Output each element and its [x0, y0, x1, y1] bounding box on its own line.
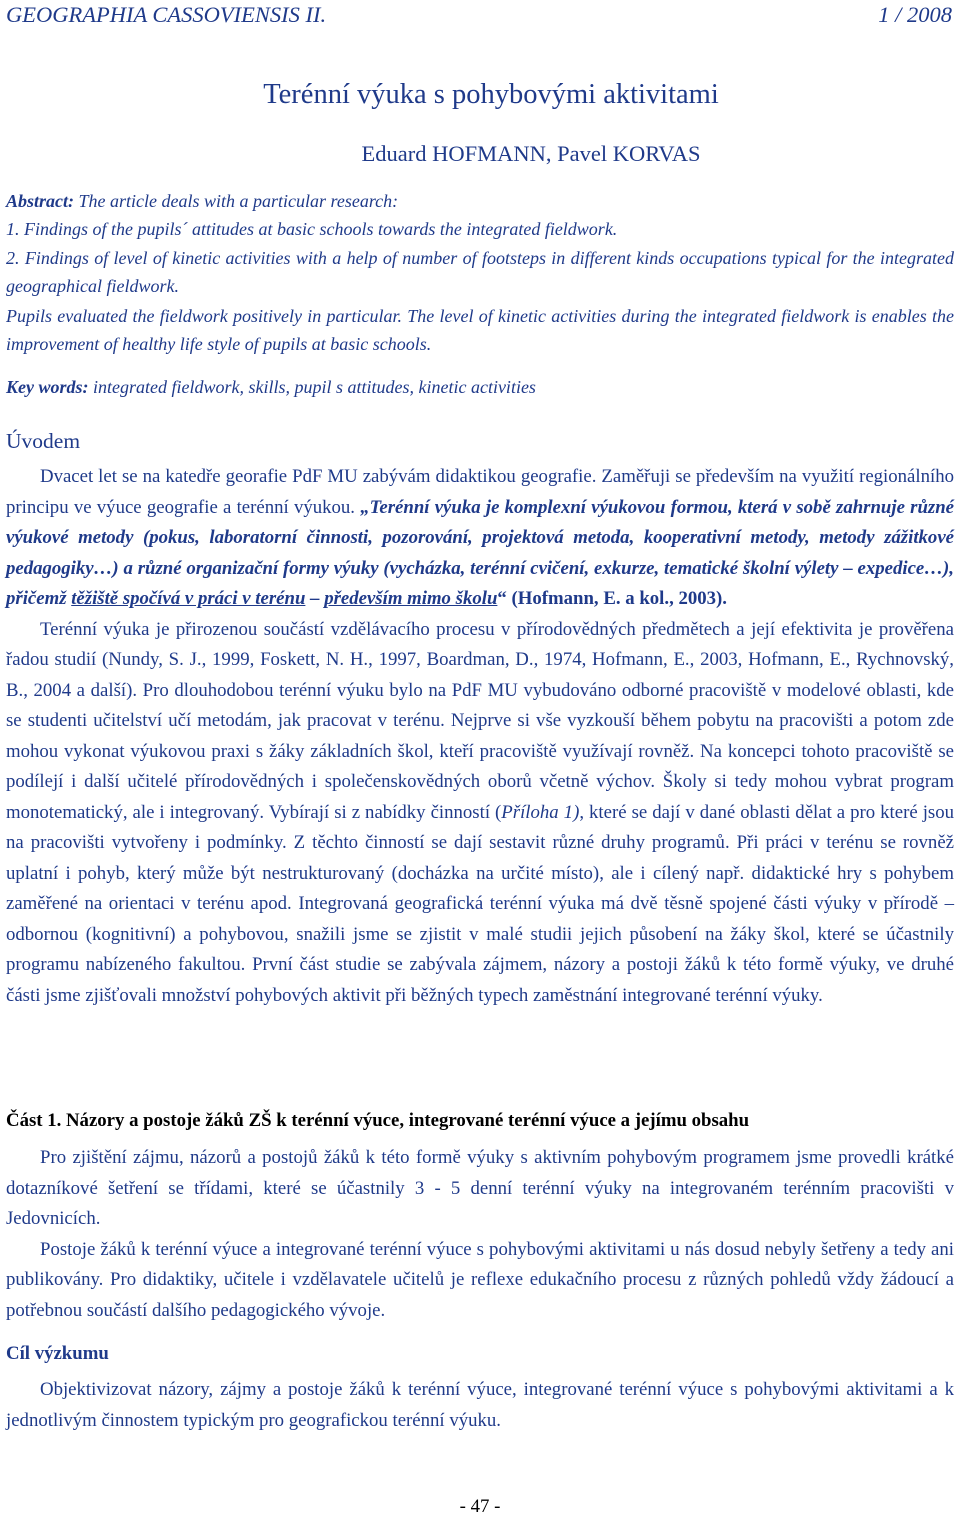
abstract-item-1: 1. Findings of the pupils´ attitudes at basic schools towards the integrated fieldwork. [6, 219, 618, 240]
uvodem-p1-text: Dvacet let se na katedře georafie PdF MU zabývám didaktikou geografie. Zaměřuji se především na využití regionálního principu ve výuce geografie a terénní výukou. [6, 466, 954, 518]
uvodem-p2-text-b: , které se dají v dané oblasti dělat a pro které jsou na pracovišti vytvořeny i podmínky. Z těchto činností se dají sestavit různé druhy programů. Při práci v terénu se rovněž uplatní i pohyb, který může být nestrukturovaný (docházka na určité místo), ale i cílený např. didaktické hry s pohybem zaměřené na orientaci v terénu apod. Integrovaná geografická terénní výuka má dvě těsně spojené části výuky v přírodě – odbornou (kognitivní) a pohybovou, snažili jsme se zjistit v malé studii jejich působení na žáky škol, které se účastnily programu nabízeného fakultou. První část studie se zabývala zájmem, názory a postoji žáků k této formě výuky, ve druhé části jsme zjišťovali množství pohybových aktivit při běžných typech zaměstnání integrované terénní výuky. [6, 801, 955, 1006]
uvodem-p2-text-a: Terénní výuka je přirozenou součástí vzdělávacího procesu v přírodovědných předmětech a její efektivita je prověřena řadou studií (Nundy, S. J., 1999, Foskett, N. H., 1997, Boardman, D., 1974, Hofmann, E., 2003, Hofmann, E., Rychnovský, B., 2004 a další). Pro dlouhodobou terénní výuku bylo na PdF MU vybudováno odborné pracoviště v modelové oblasti, kde se studenti učitelství učí metodám, jak pracovat v terénu. Nejprve si vše vyzkouší během pobytu na pracovišti a potom zde mohou vykonat výukovou praxi s žáky základních škol, kteří pracoviště využívají rovněž. Na koncepci tohoto pracoviště se podílejí i další učitelé přírodovědných i společenskovědných oborů včetně výchov. Školy si tedy mohou vybrat program monotematický, ale i integrovaný. Vybírají si z nabídky činností ( [6, 618, 954, 823]
article-title: Terénní výuka s pohybovými aktivitami [263, 79, 719, 110]
authors: Eduard HOFMANN, Pavel KORVAS [361, 141, 701, 166]
keywords-label: Key words: [6, 377, 89, 397]
quote-underlined-2: především mimo školu [324, 588, 498, 609]
section-heading-cil: Cíl výzkumu [6, 1343, 109, 1364]
cast1-paragraph-2: Postoje žáků k terénní výuce a integrované terénní výuce s pohybovými aktivitami u nás dosud nebyly šetřeny a tedy ani publikovány. Pro didaktiky, učitele i vzdělavatele učitelů je reflexe edukačního procesu z různých pohledů vždy žádoucí a potřebnou součástí dalšího pedagogického vývoje. [6, 1238, 954, 1321]
abstract-label: Abstract: [6, 191, 75, 211]
journal-title: GEOGRAPHIA CASSOVIENSIS II. [6, 2, 327, 27]
section-cast-1-body [6, 1143, 954, 1326]
keywords [6, 373, 536, 401]
abstract [6, 187, 954, 359]
page-number: - 47 - [459, 1496, 501, 1517]
uvodem-p2-appendix-ref: Příloha 1) [501, 801, 580, 823]
abstract-item-2: 2. Findings of level of kinetic activities with a help of number of footsteps in different kinds occupations typical for the integrated geographical fieldwork. [6, 247, 954, 296]
uvodem-paragraph-2 [6, 615, 954, 1012]
cast1-paragraph-1: Pro zjištění zájmu, názorů a postojů žáků k této formě výuky s aktivním pohybovým programem jsme provedli krátké dotazníkové šetření se třídami, které se účastnily 3 - 5 denní terénní výuky na integrovaném terénním pracovišti v Jedovnicích. [6, 1147, 954, 1229]
quote-part-1: „Terénní výuka je komplexní výukovou formou, která v sobě zahrnuje různé výukové metody (pokus, laboratorní činnosti, pozorování, projektová metoda, kooperativní metody, metody zážitkové pedagogiky…) a různé organizační formy výuky (vycházka, terénní cvičení, exkurze, tematické školní výlety – expedice…), přičemž [6, 496, 954, 609]
uvodem-paragraph-1 [6, 462, 954, 615]
quote-dash: – [305, 588, 325, 609]
abstract-paragraph: Pupils evaluated the fieldwork positively in particular. The level of kinetic activities during the integrated fieldwork is enables the improvement of healthy life style of pupils at basic schools. [6, 306, 954, 355]
abstract-intro-text: The article deals with a particular research: [74, 191, 399, 211]
section-heading-cast-1: Část 1. Názory a postoje žáků ZŠ k terénní výuce, integrované terénní výuce a jejímu obsahu [6, 1110, 750, 1131]
issue-number: 1 / 2008 [878, 2, 952, 27]
section-cil-body [6, 1375, 954, 1436]
quote-citation: “ (Hofmann, E. a kol., 2003). [497, 588, 727, 609]
abstract-intro [6, 187, 954, 215]
keywords-text: integrated fieldwork, skills, pupil s attitudes, kinetic activities [88, 377, 536, 397]
quote-underlined-1: těžiště spočívá v práci v terénu [71, 588, 306, 609]
cil-paragraph-1: Objektivizovat názory, zájmy a postoje žáků k terénní výuce, integrované terénní výuce s pohybovými aktivitami a k jednotlivým činnostem typickým pro geografickou terénní výuku. [6, 1379, 954, 1431]
section-heading-uvodem: Úvodem [6, 429, 81, 453]
section-uvodem-body [6, 462, 954, 1011]
